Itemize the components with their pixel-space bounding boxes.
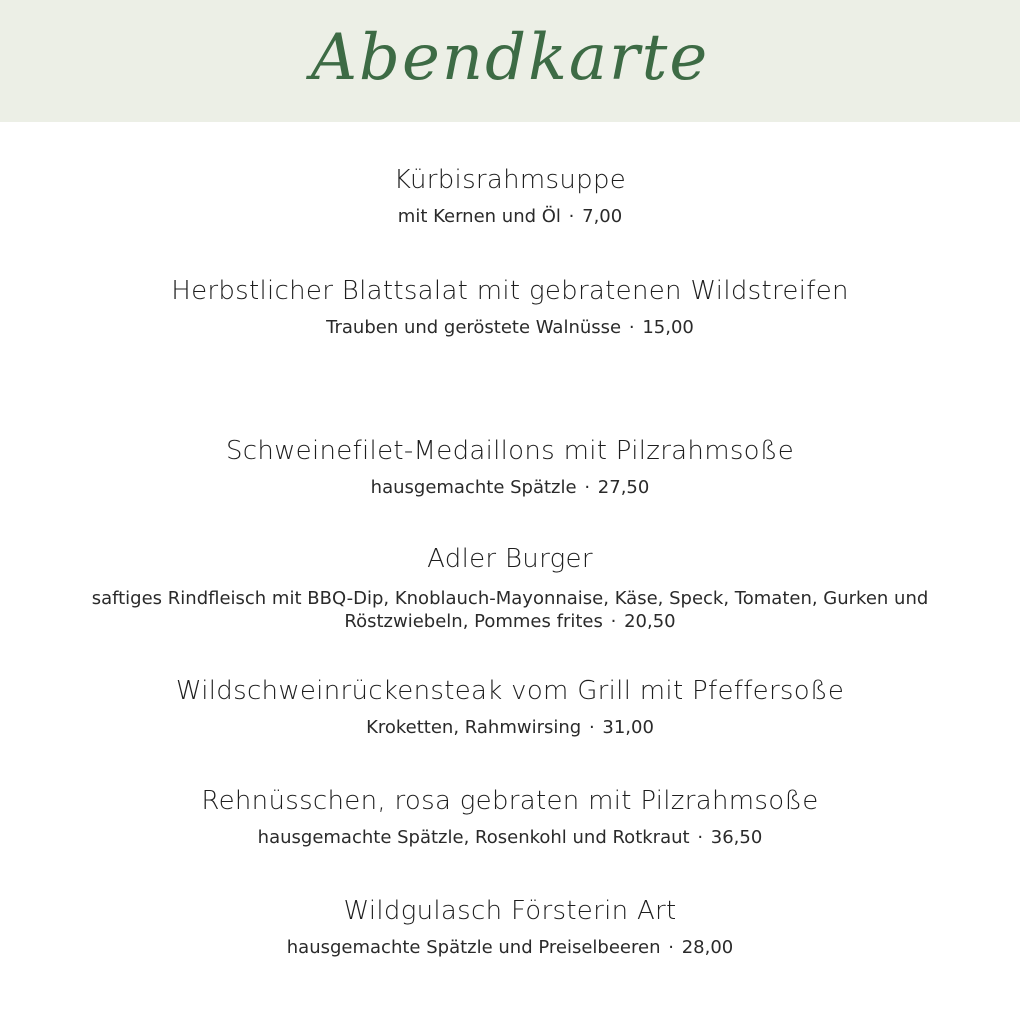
dish-description-text: hausgemachte Spätzle und Preiselbeeren: [286, 937, 661, 958]
dish-name: Rehnüsschen, rosa gebraten mit Pilzrahmsoße: [201, 786, 819, 816]
dish-description: [40, 316, 980, 339]
dish-name: Adler Burger: [427, 544, 593, 574]
dish-description: [40, 936, 980, 959]
dish-name: Herbstlicher Blattsalat mit gebratenen Wildstreifen: [171, 276, 849, 306]
dish-description-text: hausgemachte Spätzle, Rosenkohl und Rotkraut: [257, 827, 690, 848]
menu-item-wildschweinrueckensteak: [40, 675, 980, 739]
dish-price: 20,50: [624, 611, 676, 632]
price-separator: ·: [697, 827, 704, 848]
dish-description-text: Trauben und geröstete Walnüsse: [326, 317, 622, 338]
dish-name: Kürbisrahmsuppe: [393, 165, 627, 195]
menu-item-wildgulasch: [40, 895, 980, 959]
dish-description-text: mit Kernen und Öl: [397, 206, 561, 227]
dish-description-text: Kroketten, Rahmwirsing: [366, 717, 582, 738]
price-separator: ·: [568, 206, 575, 227]
menu-item-adler-burger: [40, 543, 980, 633]
price-separator: ·: [588, 717, 595, 738]
dish-name: Wildschweinrückensteak vom Grill mit Pfeffersoße: [175, 676, 845, 706]
dish-price: 31,00: [602, 717, 654, 738]
menu-item-schweinefilet: [40, 435, 980, 499]
price-separator: ·: [610, 611, 617, 632]
price-separator: ·: [628, 317, 635, 338]
dish-description: [40, 716, 980, 739]
dish-description-text: hausgemachte Spätzle: [370, 477, 577, 498]
dish-description: [40, 205, 980, 228]
dish-price: 15,00: [642, 317, 694, 338]
menu-item-kuerbisrahmsuppe: [40, 164, 980, 228]
dish-price: 27,50: [597, 477, 650, 498]
header-banner: [0, 0, 1020, 122]
dish-name: Schweinefilet-Medaillons mit Pilzrahmsoße: [225, 436, 795, 466]
dish-price: 36,50: [710, 827, 763, 848]
menu-item-blattsalat: [40, 275, 980, 339]
dish-description-text: saftiges Rindfleisch mit BBQ-Dip, Knoblauch-Mayonnaise, Käse, Speck, Tomaten, Gurken und Röstzwiebeln, Pommes frites: [91, 588, 929, 632]
dish-description: [40, 587, 980, 633]
price-separator: ·: [584, 477, 591, 498]
dish-price: 28,00: [681, 937, 734, 958]
dish-description: [40, 826, 980, 849]
menu-item-rehnuesschen: [40, 785, 980, 849]
price-separator: ·: [668, 937, 674, 958]
dish-price: 7,00: [582, 206, 623, 227]
dish-name: Wildgulasch Försterin Art: [343, 896, 677, 926]
menu-title: Abendkarte: [310, 21, 710, 95]
dish-description: [40, 476, 980, 499]
